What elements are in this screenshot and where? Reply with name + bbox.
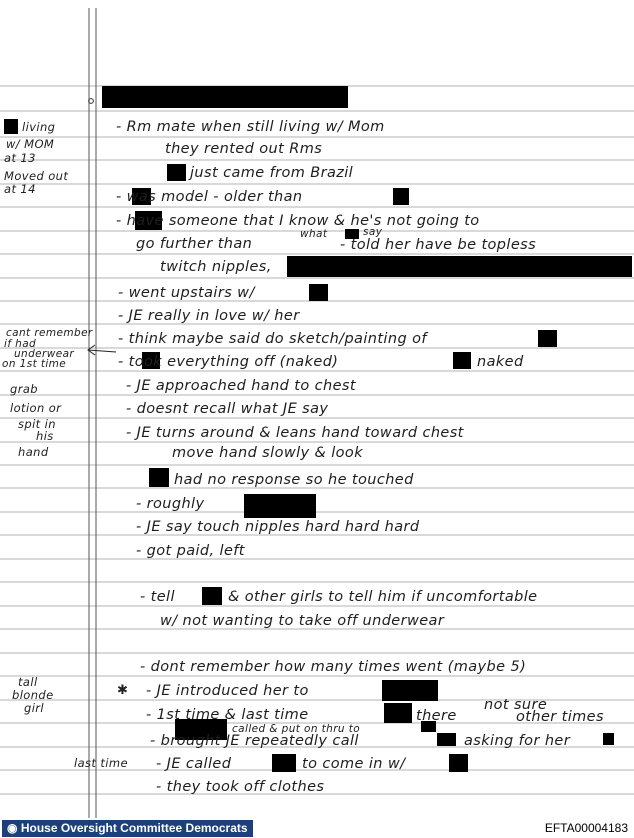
note-line: - took everything off (naked)	[118, 354, 339, 370]
margin-note: w/ MOM	[6, 137, 55, 151]
margin-note: hand	[18, 445, 49, 459]
note-line: - JE turns around & leans hand toward chest	[126, 425, 464, 441]
note-line: - tell	[140, 589, 175, 605]
note-line: - told her have be topless	[340, 237, 537, 253]
note-line: - Rm mate when still living w/ Mom	[116, 119, 385, 135]
margin-note: if had	[4, 338, 37, 350]
note-line: - got paid, left	[136, 543, 245, 559]
source-label: House Oversight Committee Democrats	[20, 821, 248, 835]
note-line: - JE approached hand to chest	[126, 378, 356, 394]
redaction	[382, 680, 438, 701]
note-line: say	[363, 226, 383, 238]
note-line: - went upstairs w/	[118, 285, 255, 301]
note-line: - think maybe said do sketch/painting of	[118, 331, 427, 347]
margin-note: lotion or	[10, 401, 62, 415]
margin-note: spit in	[18, 417, 56, 431]
note-line: had no response so he touched	[174, 472, 414, 488]
document-id: EFTA00004183	[544, 821, 628, 835]
note-line: they rented out Rms	[165, 141, 323, 157]
note-line: go further than	[136, 236, 253, 252]
note-line: there	[416, 708, 457, 724]
note-line: naked	[477, 354, 524, 370]
redaction	[309, 284, 328, 301]
note-line: other times	[516, 709, 604, 725]
margin-note: on 1st time	[2, 358, 67, 370]
note-line: to come in w/	[302, 756, 406, 772]
margin-note: at 14	[4, 182, 36, 196]
margin-note: at 13	[4, 151, 36, 165]
redaction	[244, 494, 316, 518]
redaction	[449, 754, 468, 772]
redaction	[437, 733, 456, 746]
redaction	[4, 119, 18, 134]
note-line: not sure	[484, 697, 548, 713]
redaction	[287, 256, 632, 277]
note-line: - 1st time & last time	[146, 707, 309, 723]
margin-note: cant remember	[6, 327, 93, 339]
margin-note: last time	[74, 756, 128, 770]
svg-text:✱: ✱	[117, 683, 128, 698]
note-line: - brought JE repeatedly call	[150, 733, 359, 749]
source-badge	[2, 820, 253, 837]
note-line: twitch nipples,	[160, 259, 272, 275]
redaction	[453, 352, 471, 369]
margin-note: girl	[24, 701, 45, 715]
note-line: move hand slowly & look	[172, 445, 364, 461]
note-line: - dont remember how many times went (maybe 5)	[140, 659, 527, 675]
margin-note: grab	[10, 382, 38, 396]
note-line: - JE really in love w/ her	[118, 308, 300, 324]
note-line: - doesnt recall what JE say	[126, 401, 329, 417]
redaction	[393, 188, 409, 205]
camera-icon: ◉	[7, 821, 18, 835]
margin-note: tall	[18, 675, 38, 689]
note-line: - JE called	[156, 756, 232, 772]
redaction	[202, 587, 222, 605]
note-line: what	[300, 228, 328, 240]
margin-note: blonde	[12, 688, 54, 702]
note-line: - JE introduced her to	[146, 683, 309, 699]
redaction	[538, 330, 557, 347]
note-line: asking for her	[464, 733, 571, 749]
margin-note: his	[36, 429, 54, 443]
margin-note: living	[22, 120, 56, 134]
note-line: & other girls to tell him if uncomfortable	[228, 589, 538, 605]
margin-note: underwear	[14, 348, 75, 360]
note-line: - have someone that I know & he's not going to	[116, 213, 480, 229]
redaction	[384, 703, 412, 723]
note-line: - roughly	[136, 496, 205, 512]
redaction	[149, 468, 169, 487]
redaction-header	[102, 86, 348, 108]
note-line: - they took off clothes	[156, 779, 325, 795]
margin-note: Moved out	[4, 169, 69, 183]
note-line: w/ not wanting to take off underwear	[160, 613, 445, 629]
redaction	[167, 164, 186, 181]
note-line: just came from Brazil	[190, 165, 354, 181]
redaction	[603, 733, 614, 745]
note-line: called & put on thru to	[232, 723, 361, 735]
redaction	[272, 754, 296, 772]
note-line: - was model - older than	[116, 189, 303, 205]
note-line: - JE say touch nipples hard hard hard	[136, 519, 420, 535]
